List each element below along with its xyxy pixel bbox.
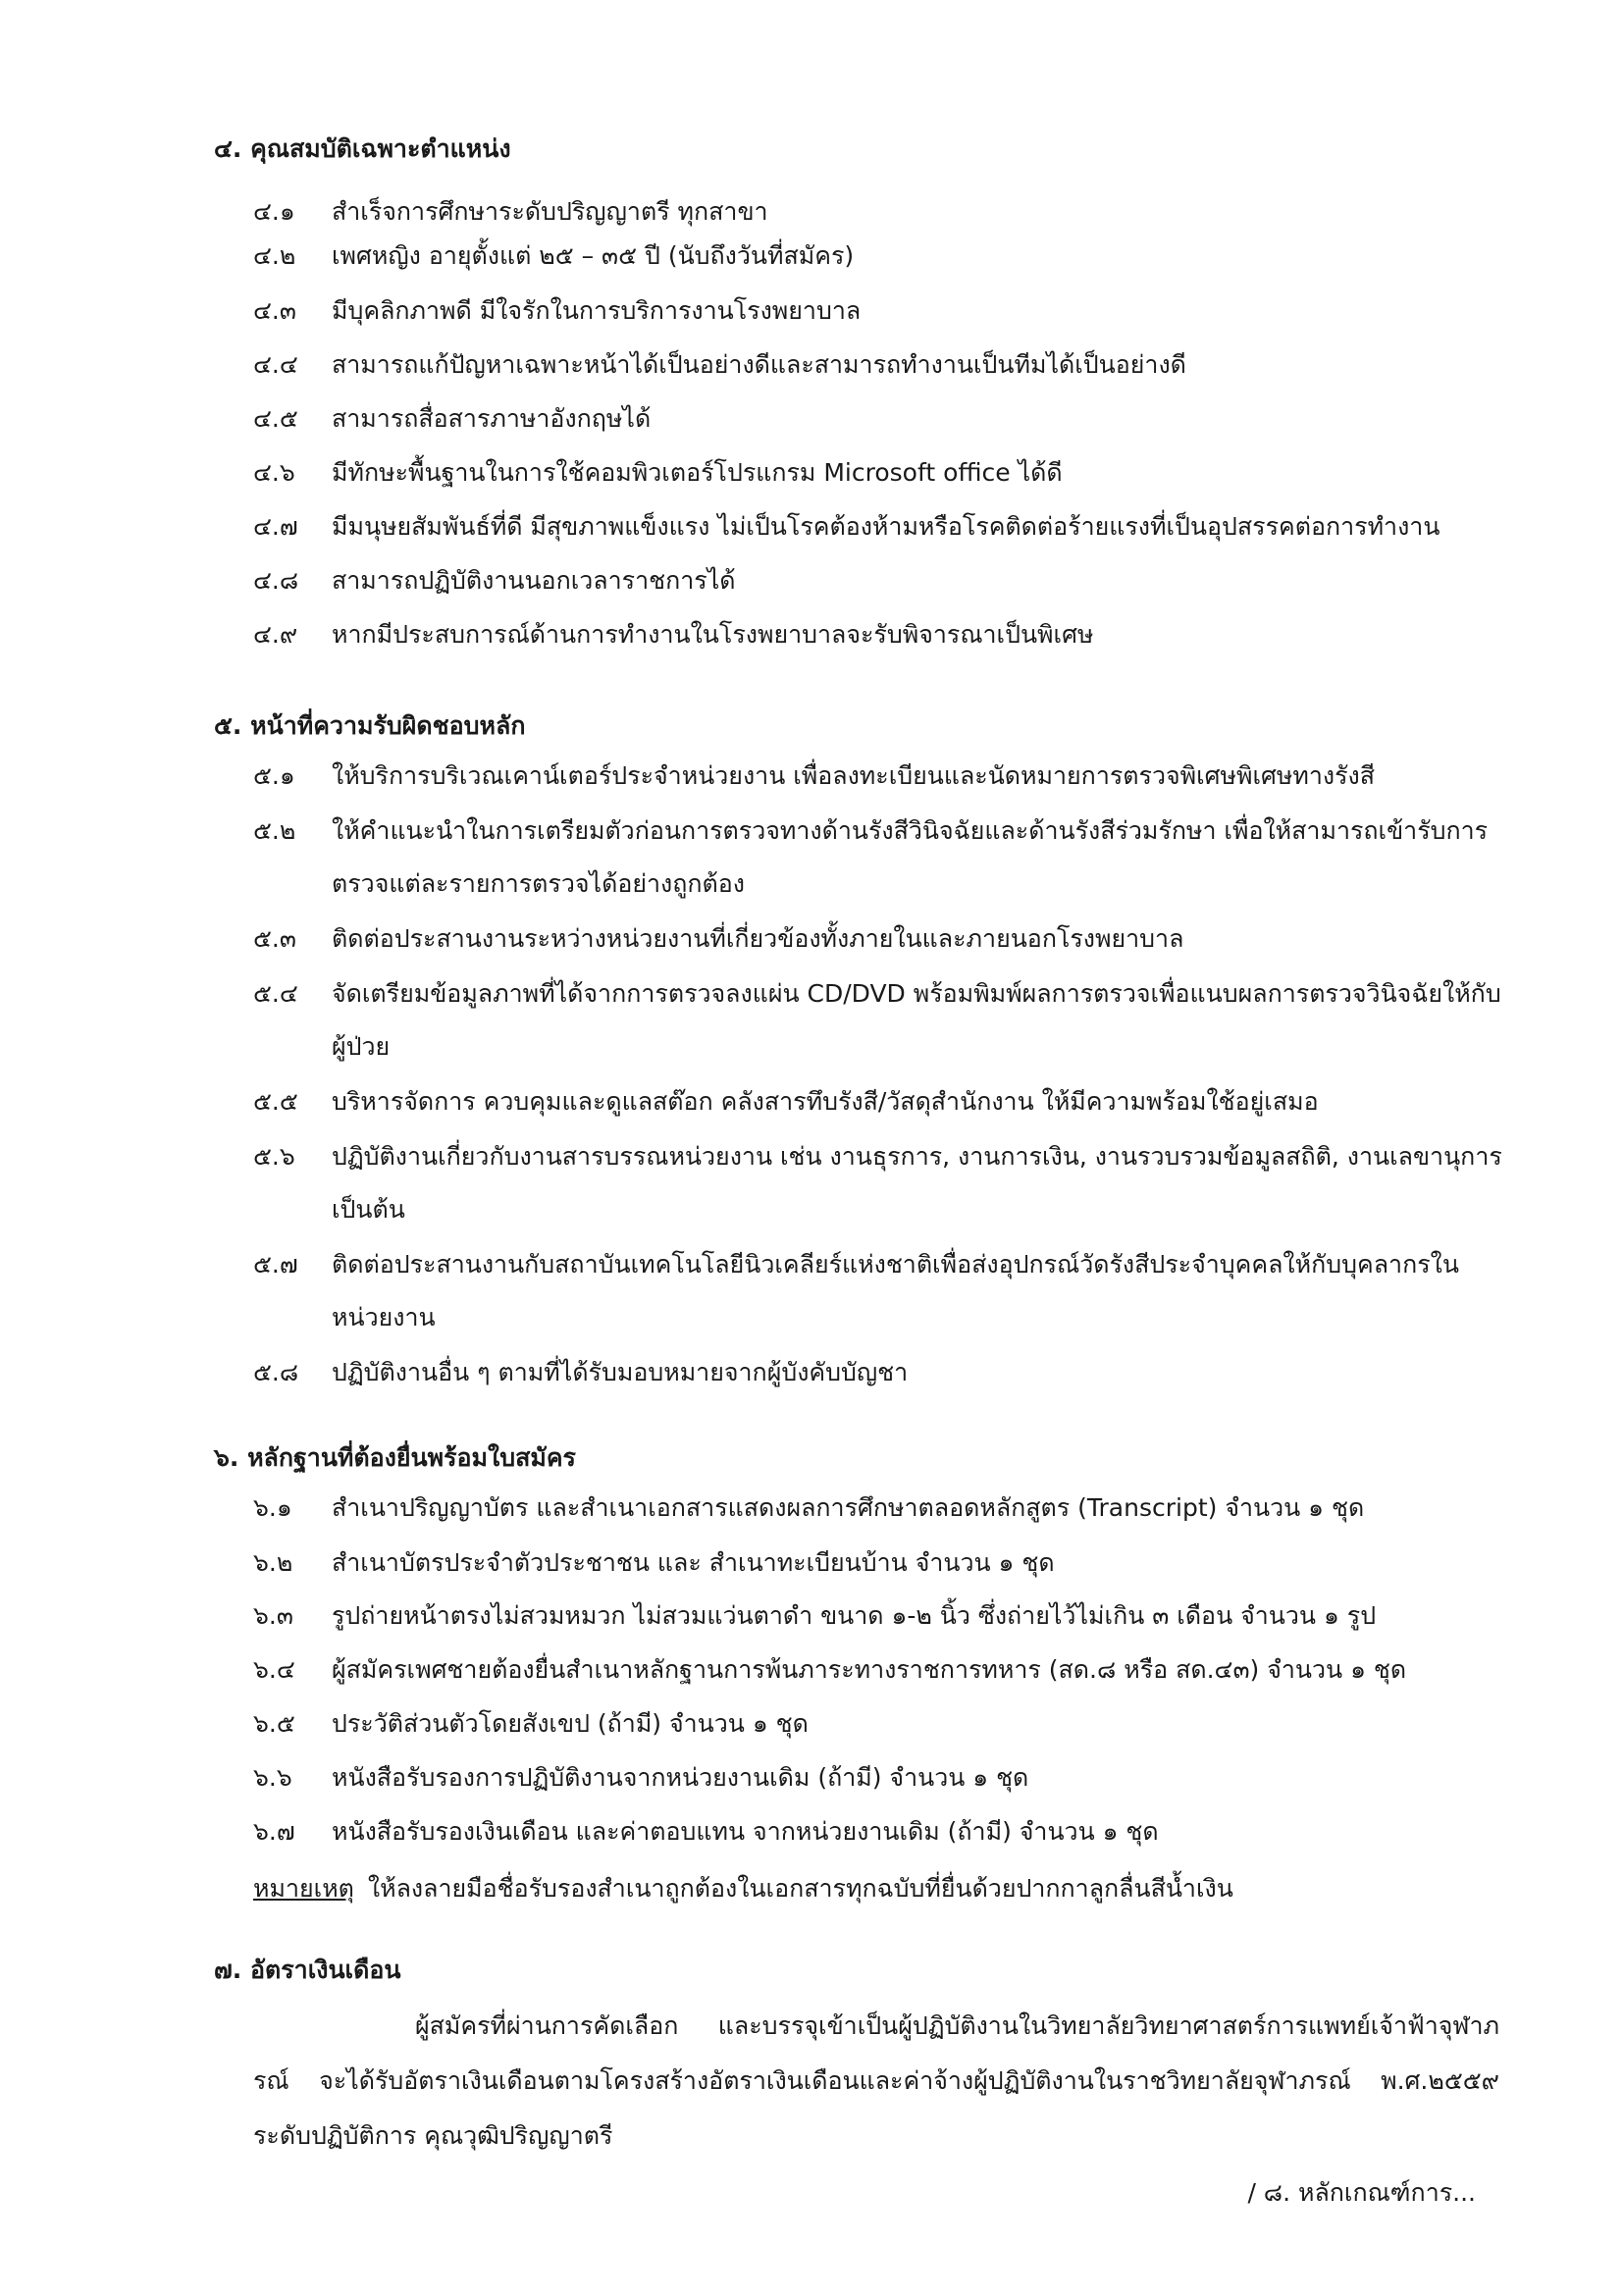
item-number: ๕.๗ — [253, 1250, 298, 1278]
item-text: เพศหญิง อายุตั้งแต่ ๒๕ – ๓๕ ปี (นับถึงวันที่สมัคร) — [332, 241, 855, 270]
remark-note — [253, 1869, 1519, 1908]
list-item — [253, 285, 1509, 338]
list-item — [253, 967, 1509, 1073]
salary-paragraph: ผู้สมัครที่ผ่านการคัดเลือก และบรรจุเข้าเป็นผู้ปฏิบัติงานในวิทยาลัยวิทยาศาสตร์การแพทย์เจ้าฟ้าจุฬาภรณ์ จะได้รับอัตราเงินเดือนตามโครงสร้างอัตราเงินเดือนและค่าจ้างผู้ปฏิบัติงานในราชวิทยาลัยจุฬาภรณ์ พ.ศ.๒๕๕๙ ระดับปฏิบัติการ คุณวุฒิปริญญาตรี — [253, 2011, 1499, 2150]
item-number: ๕.๖ — [253, 1142, 295, 1171]
section-4-heading: ๔. คุณสมบัติเฉพาะตำแหน่ง — [214, 134, 511, 163]
item-text: จัดเตรียมข้อมูลภาพที่ได้จากการตรวจลงแผ่น CD/DVD พร้อมพิมพ์ผลการตรวจเพื่อแนบผลการตรวจวินิจฉัยให้กับผู้ป่วย — [332, 979, 1501, 1061]
item-text: ให้บริการบริเวณเคาน์เตอร์ประจำหน่วยงาน เพื่อลงทะเบียนและนัดหมายการตรวจพิเศษพิเศษทางรังสี — [332, 761, 1376, 790]
item-number: ๖.๒ — [253, 1548, 293, 1577]
item-text: สามารถแก้ปัญหาเฉพาะหน้าได้เป็นอย่างดีและสามารถทำงานเป็นทีมได้เป็นอย่างดี — [332, 350, 1186, 379]
item-text: มีมนุษยสัมพันธ์ที่ดี มีสุขภาพแข็งแรง ไม่เป็นโรคต้องห้ามหรือโรคติดต่อร้ายแรงที่เป็นอุปสรรคต่อการทำงาน — [332, 512, 1440, 541]
item-number: ๖.๔ — [253, 1655, 295, 1684]
item-number: ๕.๘ — [253, 1358, 299, 1386]
item-number: ๕.๔ — [253, 979, 298, 1008]
item-text: ปฏิบัติงานอื่น ๆ ตามที่ได้รับมอบหมายจากผู้บังคับบัญชา — [332, 1358, 909, 1386]
list-item — [253, 1346, 1509, 1399]
item-text: หากมีประสบการณ์ด้านการทำงานในโรงพยาบาลจะรับพิจารณาเป็นพิเศษ — [332, 620, 1094, 649]
section-7-heading: ๗. อัตราเงินเดือน — [214, 1956, 401, 1984]
item-number: ๕.๑ — [253, 761, 295, 790]
item-number: ๔.๒ — [253, 241, 296, 270]
continuation-footer: / ๘. หลักเกณฑ์การ... — [1247, 2178, 1476, 2207]
item-number: ๔.๑ — [253, 197, 295, 226]
list-item — [253, 1751, 1509, 1804]
list-item — [253, 608, 1509, 661]
item-text: หนังสือรับรองเงินเดือน และค่าตอบแทน จากหน่วยงานเดิม (ถ้ามี) จำนวน ๑ ชุด — [332, 1817, 1159, 1846]
item-number: ๖.๕ — [253, 1709, 295, 1738]
item-text: มีบุคลิกภาพดี มีใจรักในการบริการงานโรงพยาบาล — [332, 296, 862, 325]
list-item — [253, 1590, 1509, 1643]
item-text: หนังสือรับรองการปฏิบัติงานจากหน่วยงานเดิม (ถ้ามี) จำนวน ๑ ชุด — [332, 1763, 1029, 1792]
item-text: สำเนาปริญญาบัตร และสำเนาเอกสารแสดงผลการศึกษาตลอดหลักสูตร (Transcript) จำนวน ๑ ชุด — [332, 1493, 1365, 1522]
item-number: ๔.๕ — [253, 404, 298, 433]
list-item — [253, 1537, 1509, 1590]
list-item — [253, 1238, 1509, 1344]
list-item — [253, 750, 1509, 803]
item-text: รูปถ่ายหน้าตรงไม่สวมหมวก ไม่สวมแว่นตาดำ ขนาด ๑-๒ นิ้ว ซึ่งถ่ายไว้ไม่เกิน ๓ เดือน จำนวน ๑ รูป — [332, 1601, 1377, 1630]
section-5-heading: ๕. หน้าที่ความรับผิดชอบหลัก — [214, 711, 526, 740]
item-text: ติดต่อประสานงานกับสถาบันเทคโนโลยีนิวเคลียร์แห่งชาติเพื่อส่งอุปกรณ์วัดรังสีประจำบุคคลให้กับบุคลากรในหน่วยงาน — [332, 1250, 1459, 1331]
item-text: สำเร็จการศึกษาระดับปริญญาตรี ทุกสาขา — [332, 197, 768, 226]
list-item — [253, 1805, 1509, 1858]
item-text: ผู้สมัครเพศชายต้องยื่นสำเนาหลักฐานการพ้นภาระทางราชการทหาร (สด.๘ หรือ สด.๔๓) จำนวน ๑ ชุด — [332, 1655, 1407, 1684]
list-item — [253, 500, 1509, 553]
list-item — [253, 1697, 1509, 1750]
list-item — [253, 392, 1509, 445]
list-item — [253, 1644, 1509, 1696]
list-item — [253, 230, 1509, 283]
item-number: ๕.๒ — [253, 816, 296, 845]
item-text: ให้คำแนะนำในการเตรียมตัวก่อนการตรวจทางด้านรังสีวินิจฉัยและด้านรังสีร่วมรักษา เพื่อให้สามารถเข้ารับการตรวจแต่ละรายการตรวจได้อย่างถูกต้อง — [332, 816, 1489, 898]
item-number: ๖.๓ — [253, 1601, 293, 1630]
item-number: ๕.๓ — [253, 924, 296, 953]
item-number: ๖.๑ — [253, 1493, 292, 1522]
item-text: ติดต่อประสานงานระหว่างหน่วยงานที่เกี่ยวข้องทั้งภายในและภายนอกโรงพยาบาล — [332, 924, 1184, 953]
list-item — [253, 554, 1509, 607]
list-item — [253, 1130, 1509, 1236]
item-number: ๖.๖ — [253, 1763, 292, 1792]
section-6-heading: ๖. หลักฐานที่ต้องยื่นพร้อมใบสมัคร — [214, 1443, 576, 1472]
item-text: ปฏิบัติงานเกี่ยวกับงานสารบรรณหน่วยงาน เช่น งานธุรการ, งานการเงิน, งานรวบรวมข้อมูลสถิติ, งานเลขานุการ เป็นต้น — [332, 1142, 1502, 1224]
list-item — [253, 805, 1509, 911]
item-number: ๔.๗ — [253, 512, 298, 541]
item-number: ๔.๘ — [253, 566, 299, 595]
remark-label: หมายเหตุ — [253, 1874, 354, 1903]
list-item — [253, 339, 1509, 391]
item-number: ๔.๖ — [253, 458, 295, 487]
item-text: สามารถปฏิบัติงานนอกเวลาราชการได้ — [332, 566, 736, 595]
list-item — [253, 446, 1509, 499]
item-text: บริหารจัดการ ควบคุมและดูแลสต๊อก คลังสารทึบรังสี/วัสดุสำนักงาน ให้มีความพร้อมใช้อยู่เสมอ — [332, 1087, 1319, 1116]
list-item — [253, 1075, 1509, 1128]
item-text: สำเนาบัตรประจำตัวประชาชน และ สำเนาทะเบียนบ้าน จำนวน ๑ ชุด — [332, 1548, 1055, 1577]
remark-text: ให้ลงลายมือชื่อรับรองสำเนาถูกต้องในเอกสารทุกฉบับที่ยื่นด้วยปากกาลูกลื่นสีน้ำเงิน — [367, 1874, 1233, 1903]
item-number: ๔.๙ — [253, 620, 298, 649]
item-number: ๕.๕ — [253, 1087, 298, 1116]
list-item — [253, 1482, 1509, 1535]
list-item — [253, 913, 1509, 965]
item-text: มีทักษะพื้นฐานในการใช้คอมพิวเตอร์โปรแกรม Microsoft office ได้ดี — [332, 458, 1063, 487]
item-number: ๖.๗ — [253, 1817, 295, 1846]
item-number: ๔.๓ — [253, 296, 296, 325]
item-text: ประวัติส่วนตัวโดยสังเขป (ถ้ามี) จำนวน ๑ ชุด — [332, 1709, 809, 1738]
item-number: ๔.๔ — [253, 350, 298, 379]
item-text: สามารถสื่อสารภาษาอังกฤษได้ — [332, 404, 652, 433]
